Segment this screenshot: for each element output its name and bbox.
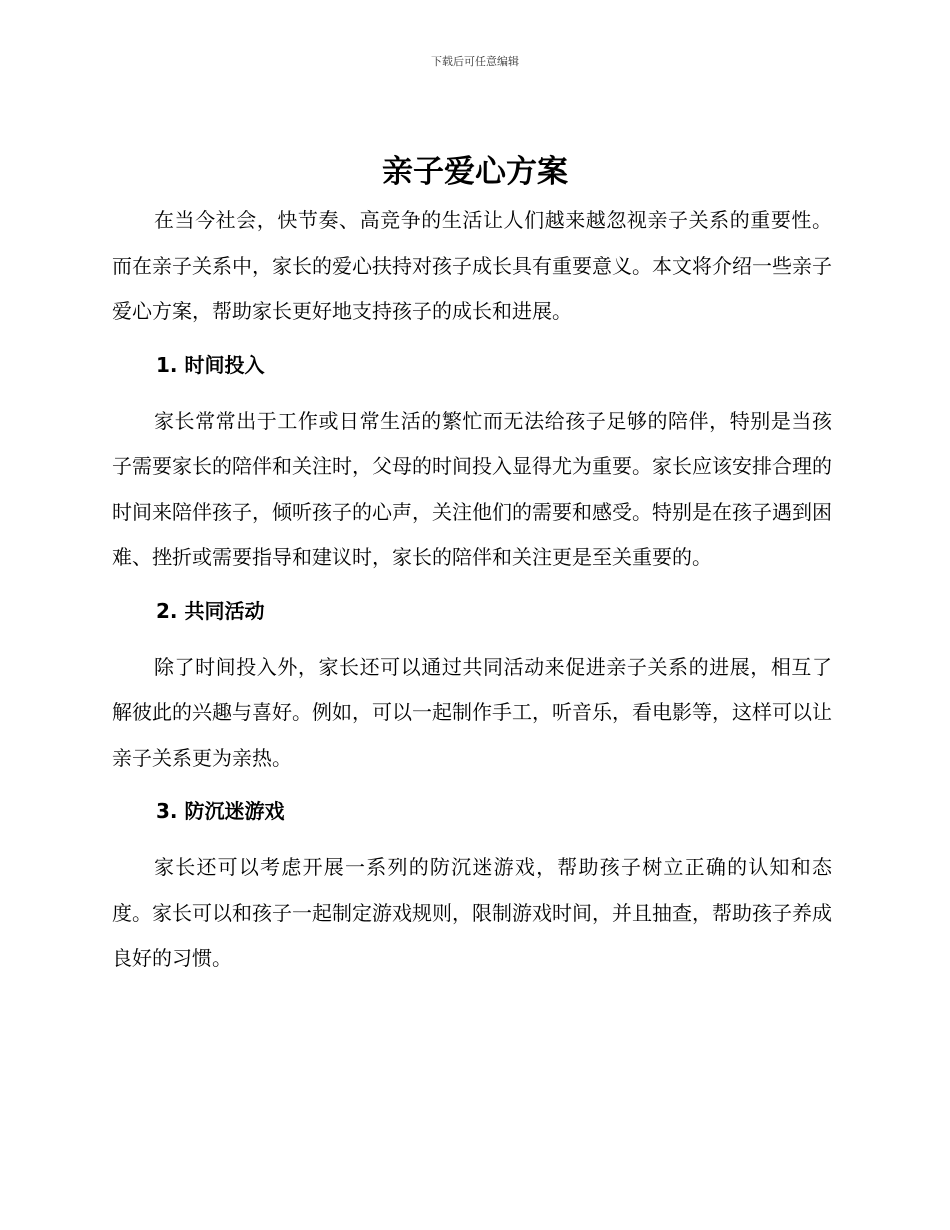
section-heading-time: 1. 时间投入	[156, 352, 265, 377]
document-title: 亲子爱心方案	[382, 154, 568, 190]
section-heading-anti-addiction: 3. 防沉迷游戏	[156, 799, 285, 823]
section-body-time: 家长常常出于工作或日常生活的繁忙而无法给孩子足够的陪伴，特别是当孩子需要家长的陪伴和关注时，父母的时间投入显得尤为重要。家长应该安排合理的时间来陪伴孩子，倾听孩子的心声，关注他们的需要和感受。特别是在孩子遇到困难、挫折或需要指导和建议时，家长的陪伴和关注更是至关重要的。	[112, 408, 832, 569]
section-body-activities: 除了时间投入外，家长还可以通过共同活动来促进亲子关系的进展，相互了解彼此的兴趣与喜好。例如，可以一起制作手工，听音乐，看电影等，这样可以让亲子关系更为亲热。	[112, 654, 832, 770]
intro-paragraph: 在当今社会，快节奏、高竞争的生活让人们越来越忽视亲子关系的重要性。而在亲子关系中，家长的爱心扶持对孩子成长具有重要意义。本文将介绍一些亲子爱心方案，帮助家长更好地支持孩子的成长和进展。	[112, 208, 832, 323]
document-body	[112, 198, 832, 982]
section-body-anti-addiction: 家长还可以考虑开展一系列的防沉迷游戏，帮助孩子树立正确的认知和态度。家长可以和孩子一起制定游戏规则，限制游戏时间，并且抽查，帮助孩子养成良好的习惯。	[112, 855, 832, 970]
section-heading-activities: 2. 共同活动	[156, 598, 265, 623]
page-header-note: 下载后可任意编辑	[431, 55, 519, 68]
